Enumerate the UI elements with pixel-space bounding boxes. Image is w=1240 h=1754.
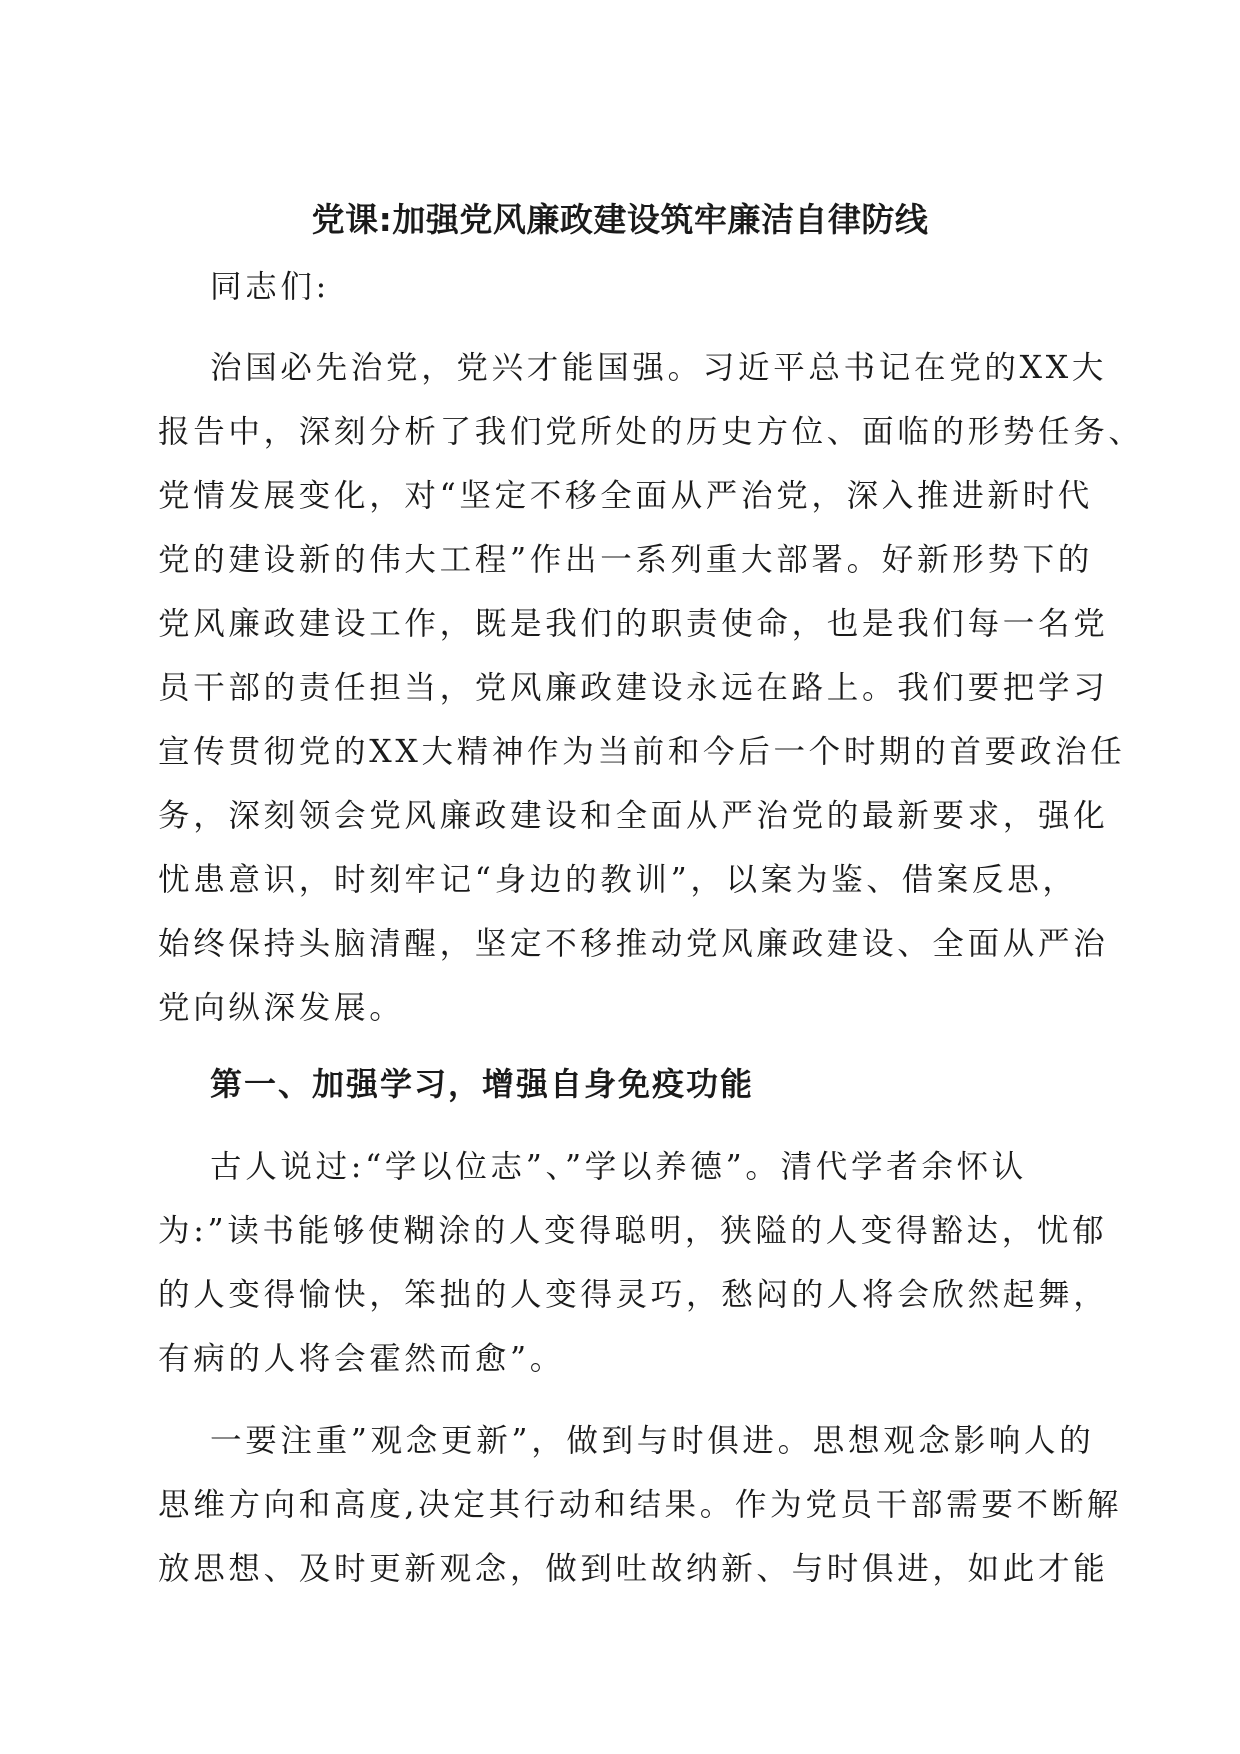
paragraph-line: 的人变得愉快，笨拙的人变得灵巧，愁闷的人将会欣然起舞， [158, 1277, 1109, 1313]
paragraph-line: 忧患意识，时刻牢记“身边的教训”，以案为鉴、借案反思， [158, 862, 1078, 898]
paragraph-line: 始终保持头脑清醒，坚定不移推动党风廉政建设、全面从严治 [158, 926, 1109, 962]
paragraph-line: 有病的人将会霍然而愈”。 [158, 1341, 566, 1377]
paragraph-line: 员干部的责任担当，党风廉政建设永远在路上。我们要把学习 [158, 670, 1109, 706]
section-heading: 第一、加强学习，增强自身免疫功能 [210, 1065, 755, 1103]
paragraph-line: 为:”读书能够使糊涂的人变得聪明，狭隘的人变得豁达，忧郁 [158, 1213, 1108, 1249]
paragraph-line: 治国必先治党，党兴才能国强。习近平总书记在党的XX大 [210, 350, 1108, 386]
paragraph-line: 党风廉政建设工作，既是我们的职责使命，也是我们每一名党 [158, 606, 1109, 642]
paragraph-line: 放思想、及时更新观念，做到吐故纳新、与时俱进，如此才能 [158, 1551, 1109, 1587]
paragraph-line: 宣传贯彻党的XX大精神作为当前和今后一个时期的首要政治任 [158, 734, 1126, 770]
paragraph-line: 一要注重”观念更新”，做到与时俱进。思想观念影响人的 [210, 1423, 1095, 1459]
paragraph-line: 党的建设新的伟大工程”作出一系列重大部署。好新形势下的 [158, 542, 1094, 578]
paragraph-line: 务，深刻领会党风廉政建设和全面从严治党的最新要求，强化 [158, 798, 1109, 834]
paragraph-line: 党情发展变化，对“坚定不移全面从严治党，深入推进新时代 [158, 478, 1094, 514]
salutation: 同志们: [210, 269, 330, 305]
paragraph-line: 党向纵深发展。 [158, 990, 405, 1026]
paragraph-line: 古人说过:“学以位志”、”学以养德”。清代学者余怀认 [210, 1149, 1027, 1185]
paragraph-line: 报告中，深刻分析了我们党所处的历史方位、面临的形势任务、 [158, 414, 1144, 450]
document-title: 党课:加强党风廉政建设筑牢廉洁自律防线 [311, 200, 929, 239]
paragraph-line: 思维方向和高度,决定其行动和结果。作为党员干部需要不断解 [158, 1487, 1123, 1523]
